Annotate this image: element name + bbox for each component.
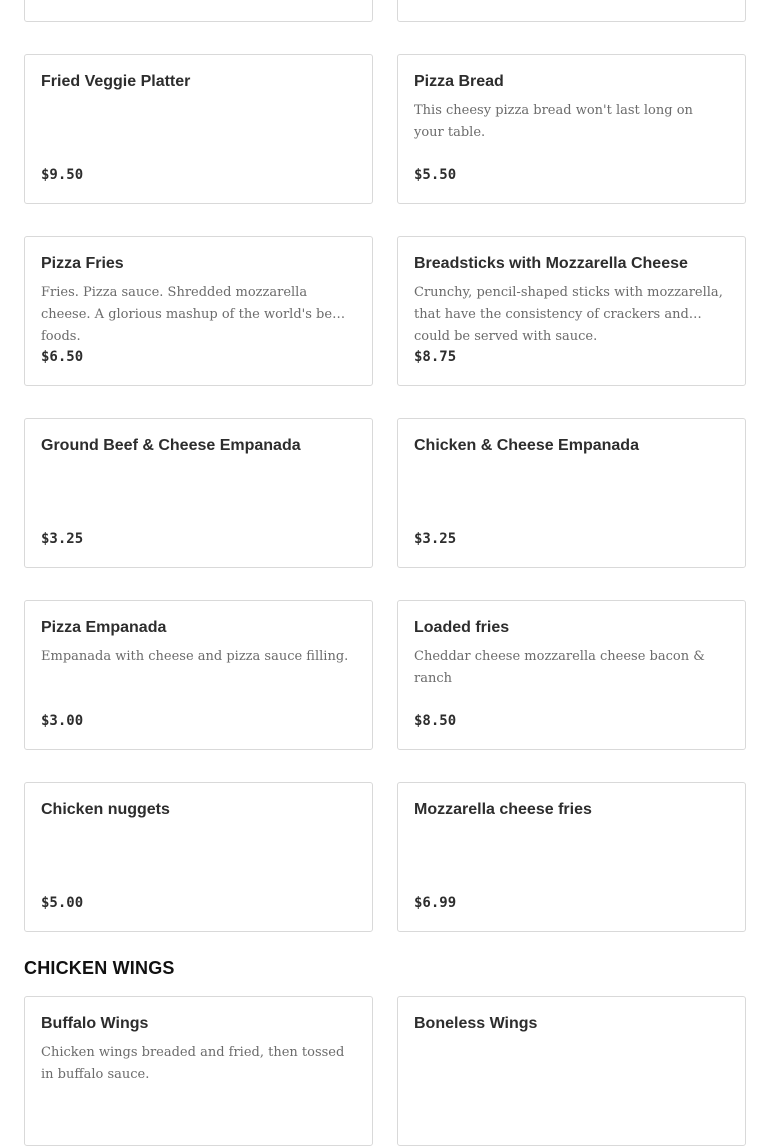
item-description: Cheddar cheese mozzarella cheese bacon & ranch <box>414 649 705 686</box>
menu-item-card[interactable] <box>24 418 373 568</box>
item-price: $6.99 <box>414 895 457 911</box>
item-price: $3.00 <box>41 713 84 729</box>
item-name: Breadsticks with Mozzarella Cheese <box>414 255 688 272</box>
menu-item-card[interactable] <box>24 600 373 750</box>
menu-item-card[interactable] <box>397 236 746 386</box>
menu-item-card[interactable] <box>397 996 746 1146</box>
item-price: $6.50 <box>41 349 84 365</box>
item-name: Loaded fries <box>414 619 510 636</box>
menu-item-card[interactable] <box>24 996 373 1146</box>
item-name: Chicken nuggets <box>41 801 170 818</box>
item-name: Ground Beef & Cheese Empanada <box>41 437 301 454</box>
item-description: Crunchy, pencil-shaped sticks with mozzarella, that have the consistency of crackers and could be served with sauce. <box>414 285 723 344</box>
menu-item-card[interactable] <box>397 600 746 750</box>
item-price: $5.00 <box>41 895 84 911</box>
item-name: Mozzarella cheese fries <box>414 801 592 818</box>
item-price: $5.50 <box>414 167 457 183</box>
item-price: $8.75 <box>414 349 457 365</box>
menu-item-card[interactable] <box>24 236 373 386</box>
menu-item-card[interactable] <box>397 54 746 204</box>
menu-item-card-partial-left[interactable] <box>24 0 373 22</box>
item-price: $8.50 <box>414 713 457 729</box>
item-description: Empanada with cheese and pizza sauce filling. <box>41 649 349 664</box>
item-price <box>414 0 456 1</box>
menu-item-card[interactable] <box>397 782 746 932</box>
menu-item-card[interactable] <box>397 418 746 568</box>
item-name: Chicken & Cheese Empanada <box>414 437 639 454</box>
item-name: Pizza Fries <box>41 255 124 272</box>
item-price <box>41 0 83 1</box>
item-description: Fries. Pizza sauce. Shredded mozzarella cheese. A glorious mashup of the world's best foods. <box>41 285 344 344</box>
item-description: This cheesy pizza bread won't last long on your table. <box>414 103 693 140</box>
item-name: Buffalo Wings <box>41 1015 149 1032</box>
item-name: Boneless Wings <box>414 1015 538 1032</box>
item-name: Fried Veggie Platter <box>41 73 191 90</box>
item-price: $9.50 <box>41 167 84 183</box>
menu-item-card-partial-right[interactable] <box>397 0 746 22</box>
item-price: $3.25 <box>41 531 84 547</box>
item-price: $3.25 <box>414 531 457 547</box>
menu-item-card[interactable] <box>24 782 373 932</box>
section-heading-chicken-wings: CHICKEN WINGS <box>24 958 175 978</box>
item-name: Pizza Empanada <box>41 619 167 636</box>
menu-item-card[interactable] <box>24 54 373 204</box>
item-description: Chicken wings breaded and fried, then tossed in buffalo sauce. <box>41 1045 345 1082</box>
item-name: Pizza Bread <box>414 73 504 90</box>
